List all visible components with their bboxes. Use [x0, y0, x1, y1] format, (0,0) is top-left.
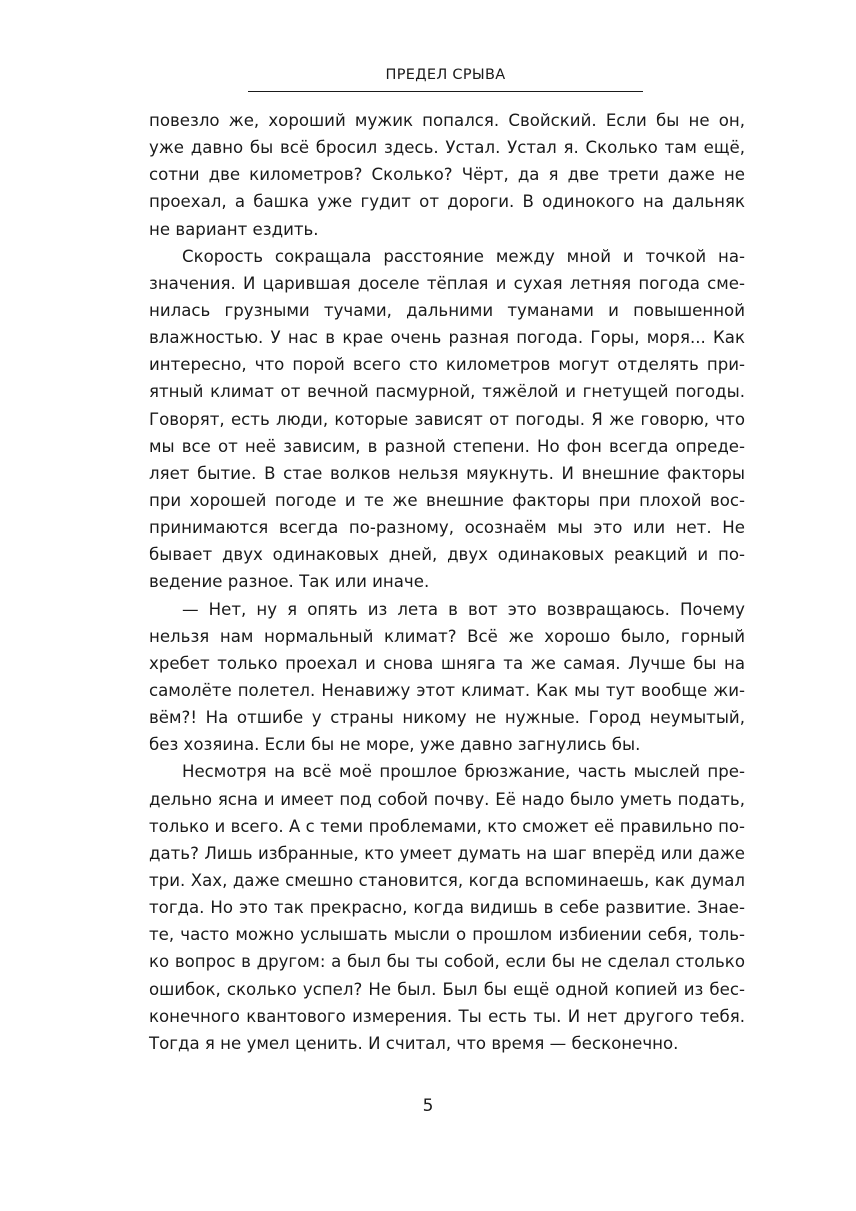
text-line: значения. И царившая доселе тёплая и сухая летняя погода сме- [149, 273, 745, 293]
text-line: дельно ясна и имеет под собой почву. Её надо было уметь подать, [149, 789, 745, 809]
text-line: самолёте полетел. Ненавижу этот климат. Как мы тут вообще жи- [149, 680, 745, 700]
text-line: дать? Лишь избранные, кто умеет думать на шаг вперёд или даже [149, 843, 745, 863]
text-line: ко вопрос в другом: а был бы ты собой, если бы не сделал столько [149, 952, 745, 972]
page-number: 5 [422, 1096, 434, 1116]
text-line: Скорость сокращала расстояние между мной и точкой на- [182, 246, 745, 266]
text-line: влажностью. У нас в крае очень разная погода. Горы, моря... Как [149, 328, 745, 348]
text-line: ляет бытие. В стае волков нельзя мяукнуть. И внешние факторы [149, 463, 745, 483]
text-line: Тогда я не умел ценить. И считал, что время — бесконечно. [149, 1033, 679, 1053]
text-line: не вариант ездить. [149, 219, 319, 239]
text-line: нельзя нам нормальный климат? Всё же хорошо было, горный [149, 626, 745, 646]
text-line: те, часто можно услышать мысли о прошлом избиении себя, толь- [149, 925, 745, 945]
text-line: конечного квантового измерения. Ты есть ты. И нет другого тебя. [149, 1006, 745, 1026]
text-line: хребет только проехал и снова шняга та же самая. Лучше бы на [149, 653, 745, 673]
body-text [149, 107, 745, 1057]
text-line: уже давно бы всё бросил здесь. Устал. Устал я. Сколько там ещё, [149, 138, 745, 158]
text-line: Несмотря на всё моё прошлое брюзжание, часть мыслей пре- [182, 762, 745, 782]
text-line: ятный климат от вечной пасмурной, тяжёлой и гнетущей погоды. [149, 382, 745, 402]
text-line: бывает двух одинаковых дней, двух одинаковых реакций и по- [149, 545, 745, 565]
text-line: Говорят, есть люди, которые зависят от погоды. Я же говорю, что [149, 409, 745, 429]
text-line: ведение разное. Так или иначе. [149, 572, 430, 592]
text-line: сотни две километров? Сколько? Чёрт, да я две трети даже не [149, 165, 745, 185]
text-line: тогда. Но это так прекрасно, когда видишь в себе развитие. Знае- [149, 898, 745, 918]
text-line: нилась грузными тучами, дальними туманами и повышенной [149, 300, 745, 320]
text-line: принимаются всегда по-разному, осознаём мы это или нет. Не [149, 518, 745, 538]
text-line: интересно, что порой всего сто километров могут отделять при- [149, 355, 745, 375]
header-rule [248, 91, 643, 92]
text-line: без хозяина. Если бы не море, уже давно загнулись бы. [149, 735, 641, 755]
running-head: ПРЕДЕЛ СРЫВА [385, 67, 506, 83]
text-line: проехал, а башка уже гудит от дороги. В одинокого на дальняк [149, 192, 745, 212]
text-line: три. Хах, даже смешно становится, когда вспоминаешь, как думал [149, 870, 745, 890]
text-line: повезло же, хороший мужик попался. Свойский. Если бы не он, [149, 111, 745, 130]
text-line: вём?! На отшибе у страны никому не нужные. Город неумытый, [149, 708, 745, 728]
text-line: только и всего. А с теми проблемами, кто сможет её правильно по- [149, 816, 745, 836]
text-line: при хорошей погоде и те же внешние факторы при плохой вос- [149, 490, 745, 510]
text-line: мы все от неё зависим, в разной степени. Но фон всегда опреде- [149, 436, 745, 456]
text-line: — Нет, ну я опять из лета в вот это возвращаюсь. Почему [182, 599, 745, 619]
text-line: ошибок, сколько успел? Не был. Был бы ещё одной копией из бес- [149, 979, 745, 999]
